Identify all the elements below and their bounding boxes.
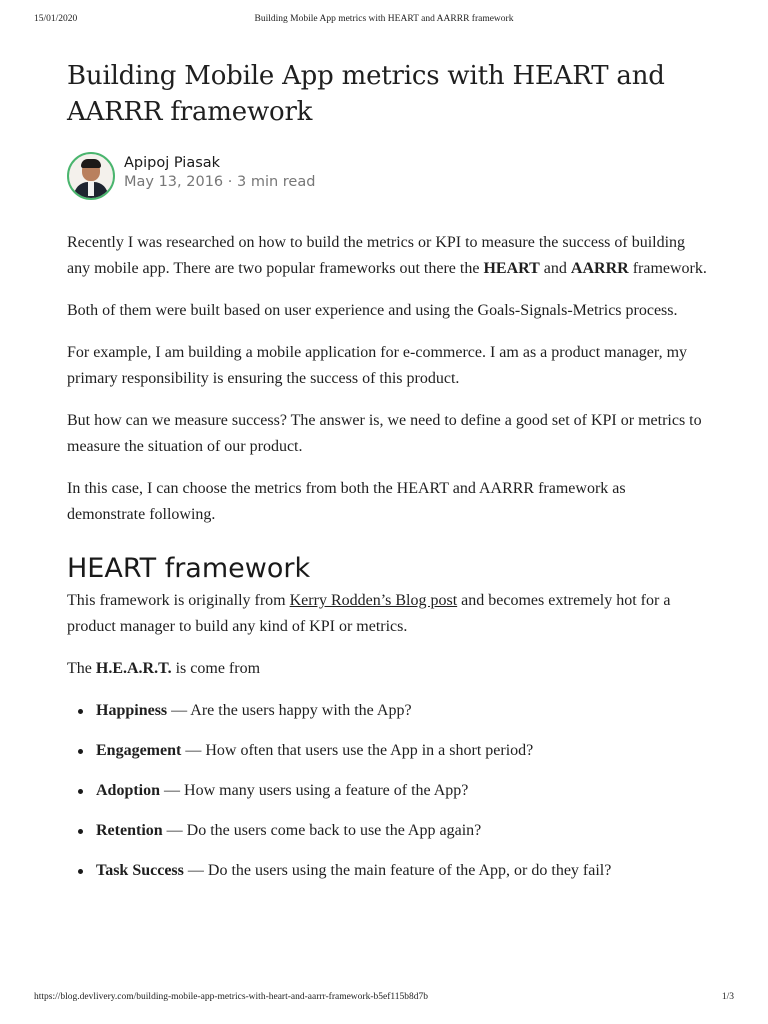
paragraph-3: For example, I am building a mobile application for e-commerce. I am as a product manager, my primary responsibility is ensuring the success of this product. xyxy=(67,344,688,387)
list-item xyxy=(67,818,707,844)
author-avatar[interactable] xyxy=(67,152,115,200)
print-footer xyxy=(34,992,734,1006)
list-item-desc: — How many users using a feature of the App? xyxy=(160,782,469,799)
heart-bold: HEART xyxy=(483,260,540,277)
author-name[interactable]: Apipoj Piasak xyxy=(124,155,221,171)
list-item-term: Retention xyxy=(96,822,163,839)
paragraph-4: But how can we measure success? The answer is, we need to define a good set of KPI or metrics to measure the situation of our product. xyxy=(67,412,702,455)
list-item-term: Happiness xyxy=(96,702,168,719)
section-heading: HEART framework xyxy=(67,553,311,584)
list-item-desc: — Do the users using the main feature of the App, or do they fail? xyxy=(183,862,612,879)
heart-list xyxy=(67,698,707,884)
aarrr-bold: AARRR xyxy=(570,260,629,277)
list-item-desc: — How often that users use the App in a short period? xyxy=(181,742,534,759)
list-item-term: Adoption xyxy=(96,782,161,799)
print-doc-title: Building Mobile App metrics with HEART and AARRR framework xyxy=(254,14,514,24)
paragraph-5: In this case, I can choose the metrics from both the HEART and AARRR framework as demonstrate following. xyxy=(67,480,626,523)
list-item xyxy=(67,778,707,804)
article xyxy=(67,58,707,898)
section-intro: This framework is originally from Kerry Rodden’s Blog post and becomes extremely hot for a product manager to build any kind of KPI or metrics. xyxy=(67,592,671,635)
list-item-desc: — Are the users happy with the App? xyxy=(167,702,412,719)
list-item-term: Engagement xyxy=(96,742,182,759)
list-item xyxy=(67,858,707,884)
author-info xyxy=(124,154,315,192)
list-item-desc: — Do the users come back to use the App again? xyxy=(162,822,482,839)
heart-intro: The H.E.A.R.T. is come from xyxy=(67,660,261,677)
byline xyxy=(67,152,707,202)
article-title: Building Mobile App metrics with HEART and AARRR framework xyxy=(67,61,665,127)
list-item xyxy=(67,698,707,724)
heart-acronym: H.E.A.R.T. xyxy=(95,660,172,677)
print-header xyxy=(34,14,734,28)
list-item-term: Task Success xyxy=(96,862,184,879)
page-number: 1/3 xyxy=(721,992,734,1002)
blog-post-link[interactable]: Kerry Rodden’s Blog post xyxy=(289,592,458,609)
list-item xyxy=(67,738,707,764)
print-url: https://blog.devlivery.com/building-mobile-app-metrics-with-heart-and-aarrr-framework-b5ef115b8d7b xyxy=(34,992,429,1002)
article-body xyxy=(67,230,707,884)
print-date: 15/01/2020 xyxy=(34,14,78,24)
post-meta: May 13, 2016 · 3 min read xyxy=(124,174,316,190)
paragraph-1: Recently I was researched on how to build the metrics or KPI to measure the success of building any mobile app. There are two popular frameworks out there the HEART and AARRR framework. xyxy=(67,234,707,277)
paragraph-2: Both of them were built based on user experience and using the Goals-Signals-Metrics process. xyxy=(67,302,678,319)
